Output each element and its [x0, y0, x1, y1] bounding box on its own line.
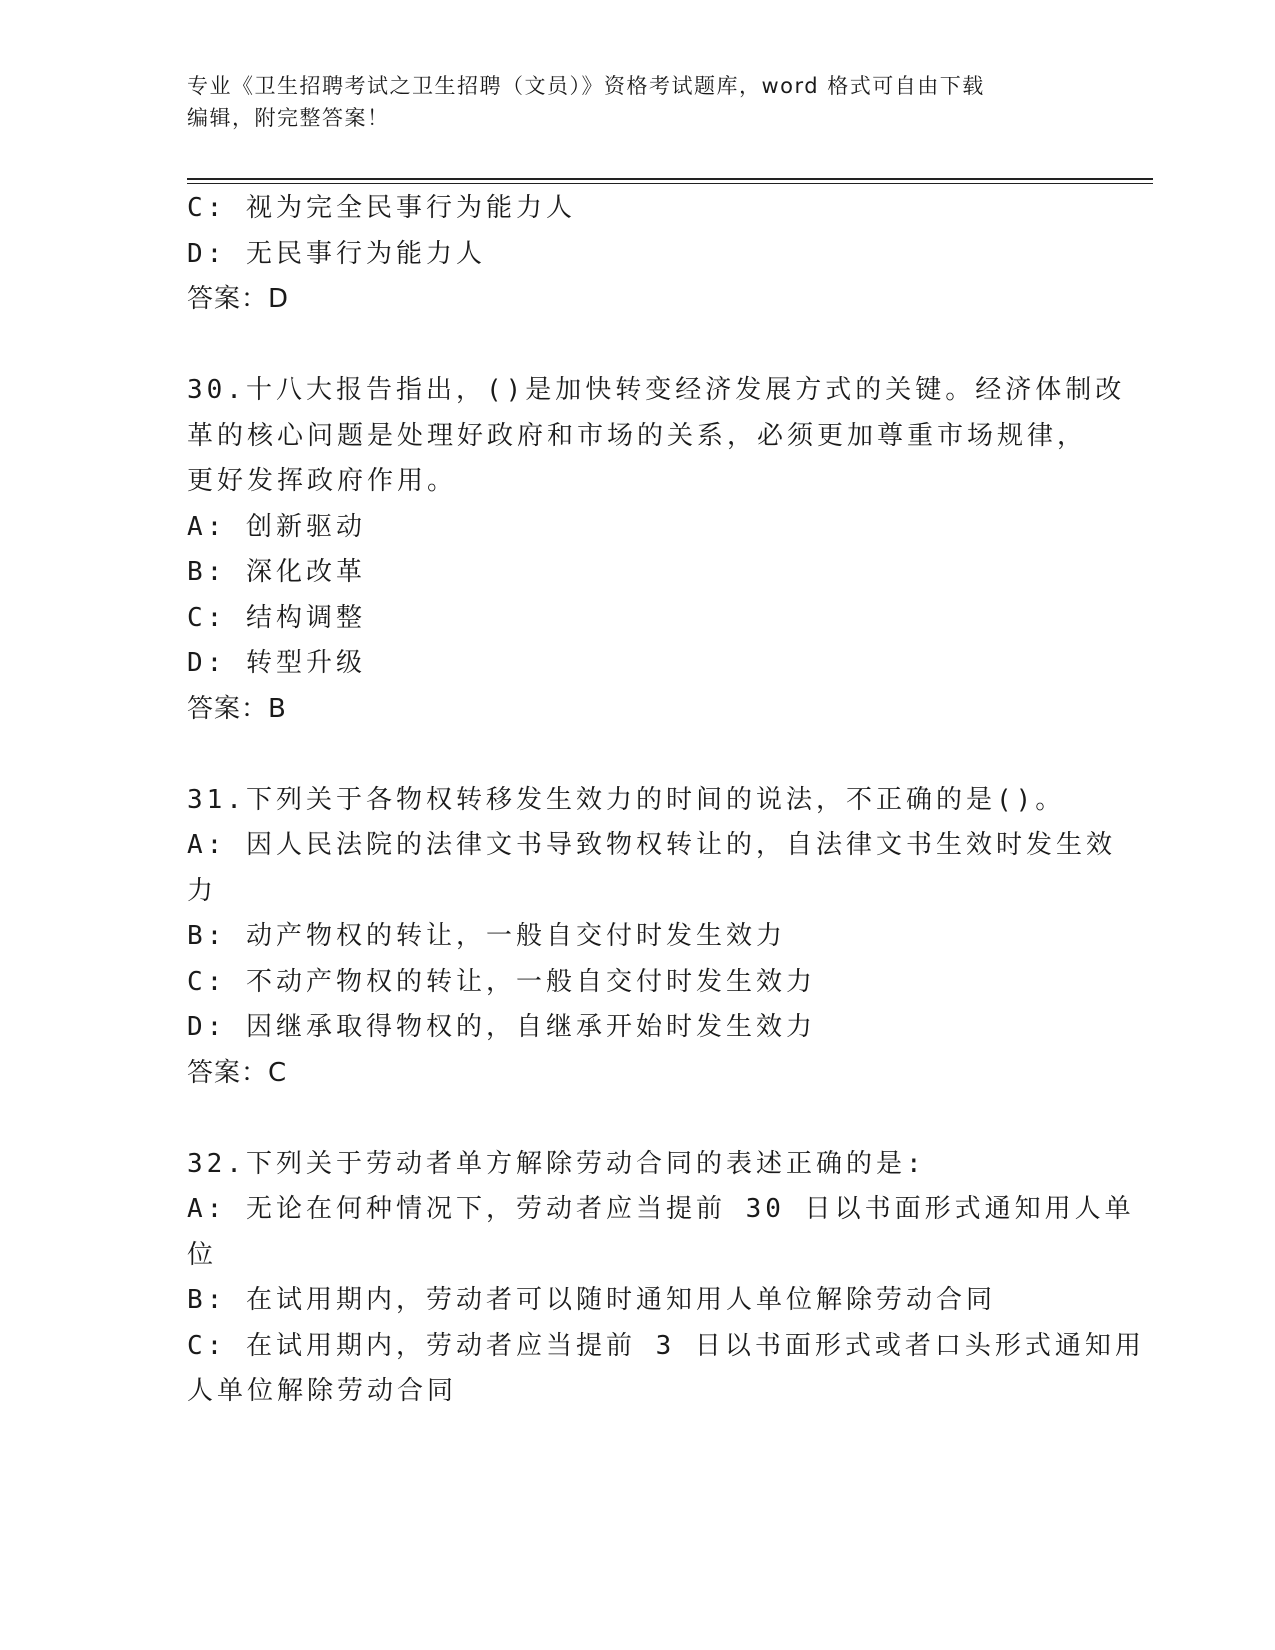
q30-option-b: B: 深化改革 — [187, 557, 366, 587]
q31-option-b: B: 动产物权的转让，一般自交付时发生效力 — [187, 921, 786, 951]
q29-answer: 答案：D — [187, 284, 290, 314]
q30-stem-line-1: 30.十八大报告指出，()是加快转变经济发展方式的关键。经济体制改 — [187, 375, 1126, 405]
spacer — [187, 323, 1087, 369]
q29-option-d: D: 无民事行为能力人 — [187, 238, 486, 269]
q31-answer: 答案：C — [187, 1057, 288, 1088]
q32-option-a-line-2: 位 — [187, 1239, 218, 1270]
header-divider-thick — [187, 178, 1153, 180]
document-header — [187, 70, 1087, 134]
spacer — [187, 1096, 1087, 1142]
q30-stem-line-2: 革的核心问题是处理好政府和市场的关系，必须更加尊重市场规律， — [187, 420, 1088, 451]
question-31 — [187, 778, 1116, 1097]
q32-option-c-line-2: 人单位解除劳动合同 — [187, 1376, 458, 1406]
q30-answer: 答案：B — [187, 693, 287, 724]
q30-option-c: C: 结构调整 — [187, 602, 366, 633]
q31-stem-line-1: 31.下列关于各物权转移发生效力的时间的说法，不正确的是()。 — [187, 784, 1066, 815]
q30-option-d: D: 转型升级 — [187, 648, 366, 678]
q31-option-a-line-2: 力 — [187, 875, 218, 906]
question-30 — [187, 368, 1126, 732]
q32-option-a-line-1: A: 无论在何种情况下，劳动者应当提前 30 日以书面形式通知用人单 — [187, 1194, 1135, 1224]
q31-option-c: C: 不动产物权的转让，一般自交付时发生效力 — [187, 966, 816, 997]
q31-option-a-line-1: A: 因人民法院的法律文书导致物权转让的，自法律文书生效时发生效 — [187, 830, 1116, 860]
header-divider-thin — [187, 183, 1153, 184]
q30-stem-line-3: 更好发挥政府作用。 — [187, 466, 458, 496]
q29-option-c: C: 视为完全民事行为能力人 — [187, 193, 576, 223]
question-32 — [187, 1142, 1145, 1415]
q30-option-a: A: 创新驱动 — [187, 511, 366, 542]
spacer — [187, 732, 1087, 778]
question-list — [187, 186, 1145, 1415]
q31-option-d: D: 因继承取得物权的，自继承开始时发生效力 — [187, 1012, 816, 1042]
q32-option-c-line-1: C: 在试用期内，劳动者应当提前 3 日以书面形式或者口头形式通知用 — [187, 1330, 1145, 1361]
question-29-tail — [187, 186, 1087, 323]
q32-option-b: B: 在试用期内，劳动者可以随时通知用人单位解除劳动合同 — [187, 1285, 996, 1315]
header-line-1: 专业《卫生招聘考试之卫生招聘（文员）》资格考试题库，word 格式可自由下载 — [187, 74, 985, 98]
q32-stem-line-1: 32.下列关于劳动者单方解除劳动合同的表述正确的是: — [187, 1148, 926, 1179]
header-line-2: 编辑，附完整答案！ — [187, 106, 390, 130]
